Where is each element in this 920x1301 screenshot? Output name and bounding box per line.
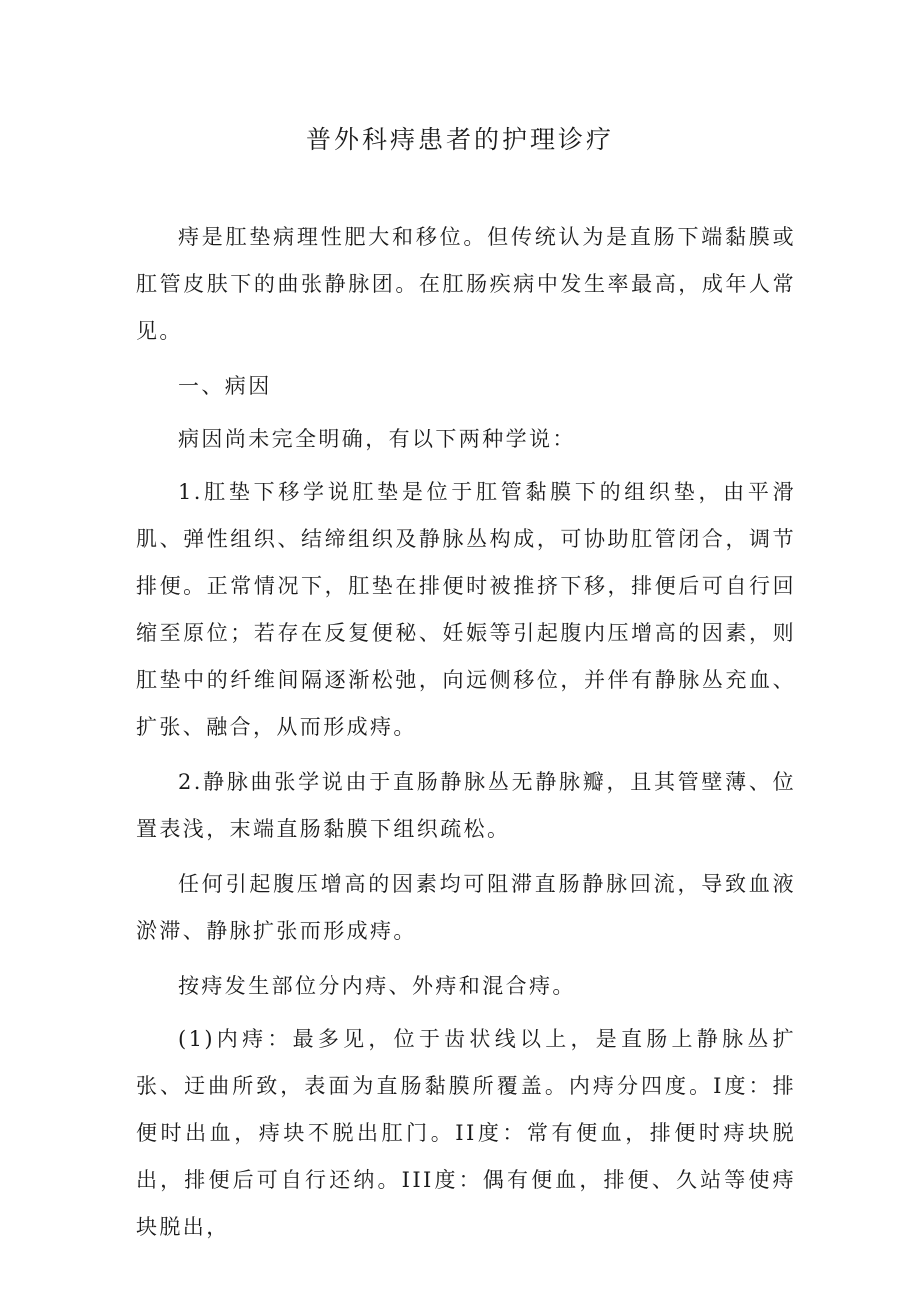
document-title: 普外科痔患者的护理诊疗	[305, 125, 614, 154]
paragraph-abdominal-pressure: 任何引起腹压增高的因素均可阻滞直肠静脉回流，导致血液淤滞、静脉扩张而形成痔。	[136, 872, 796, 943]
section-heading-etiology: 一、病因	[178, 374, 272, 398]
document-body	[136, 214, 796, 1259]
paragraph-theory-anal-cushion: 1.肛垫下移学说肛垫是位于肛管黏膜下的组织垫，由平滑肌、弹性组织、结缔组织及静脉丛构成，可协助肛管闭合，调节排便。正常情况下，肛垫在排便时被推挤下移，排便后可自行回缩至原位；若存在反复便秘、妊娠等引起腹内压增高的因素，则肛垫中的纤维间隔逐渐松弛，向远侧移位，并伴有静脉丛充血、扩张、融合，从而形成痔。	[136, 480, 796, 739]
paragraph-etiology-summary: 病因尚未完全明确，有以下两种学说：	[178, 427, 576, 451]
paragraph-theory-varicose-vein: 2.静脉曲张学说由于直肠静脉丛无静脉瓣，且其管壁薄、位置表浅，末端直肠黏膜下组织疏松。	[136, 770, 796, 841]
paragraph-classification: 按痔发生部位分内痔、外痔和混合痔。	[178, 974, 576, 998]
paragraph-internal-hemorrhoid: (1)内痔：最多见，位于齿状线以上，是直肠上静脉丛扩张、迂曲所致，表面为直肠黏膜所覆盖。内痔分四度。I度：排便时出血，痔块不脱出肛门。II度：常有便血，排便时痔块脱出，排便后可自行还纳。III度：偶有便血，排便、久站等使痔块脱出，	[136, 1027, 796, 1239]
paragraph-intro: 痔是肛垫病理性肥大和移位。但传统认为是直肠下端黏膜或肛管皮肤下的曲张静脉团。在肛肠疾病中发生率最高，成年人常见。	[136, 225, 796, 343]
